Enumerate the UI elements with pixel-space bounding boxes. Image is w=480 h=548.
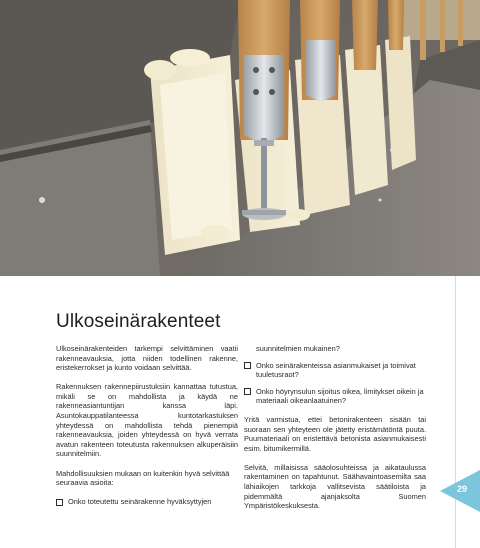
paragraph-intro: Ulkoseinärakenteiden tarkempi selvittäminen vaatii rakenneavauksia, jotta niiden todellinen rakenne, eristekerrokset ja kunto voidaan selvittää. — [56, 344, 238, 373]
checklist — [56, 497, 238, 507]
checklist-item-text: Onko höyrynsulun sijoitus oikea, limitykset oikein ja materiaali oikeanlaatuinen? — [256, 386, 424, 406]
page-number: 29 — [456, 484, 467, 494]
right-column — [244, 344, 426, 520]
checklist-item-continuation: suunnitelmien mukainen? — [256, 344, 340, 353]
checklist-item — [244, 387, 426, 406]
checklist-item — [56, 497, 238, 507]
checklist-item-text: Onko toteutettu seinärakenne hyväksyttyjen — [68, 497, 212, 507]
checkbox-icon — [56, 499, 63, 506]
paragraph-drawings: Rakennuksen rakennepiirustuksiin kannattaa tutustua, mikäli se on mahdollista ja käydä ne rakenneasiantuntijan kanssa läpi. Asuntokauppatilanteessa kuntotarkastuksen yhteydessä on mahdollista tehdä pienempiä rakenneavauksia, joiden yhteydessä on hyvä verrata avatun rakenteen toteutusta rakennuksen alkuperäisiin suunnitelmiin. — [56, 382, 238, 459]
paragraph-wood-concrete: Yritä varmistua, ettei betonirakenteen sisään tai suoraan sen yhteyteen ole jätetty eristämätöntä puuta. Puumateriaali on eristettävä betonista asianmukaisesti esim. bitumikermillä. — [244, 414, 426, 453]
checkbox-icon — [244, 362, 251, 369]
checklist-item-text: Onko seinärakenteissa asianmukaiset ja toimivat tuuletusraot? — [256, 360, 416, 380]
page-title: Ulkoseinärakenteet — [56, 311, 221, 332]
checklist-item — [244, 361, 426, 380]
paragraph-weather: Selvitä, millaisissa sääolosuhteissa ja aikataulussa rakentaminen on tapahtunut. Säähavaintoasemilta saa lähiaikojen tarkkoja vallitsevista säätiloista ja pidemmältä ajanjaksolta Suomen Ympäristökeskuksesta. — [244, 462, 426, 511]
paragraph-checklist-intro: Mahdollisuuksien mukaan on kuitenkin hyvä selvittää seuraavia asioita: — [56, 468, 230, 488]
checklist-continued — [244, 361, 426, 406]
checkbox-icon — [244, 388, 251, 395]
left-column — [56, 344, 238, 516]
